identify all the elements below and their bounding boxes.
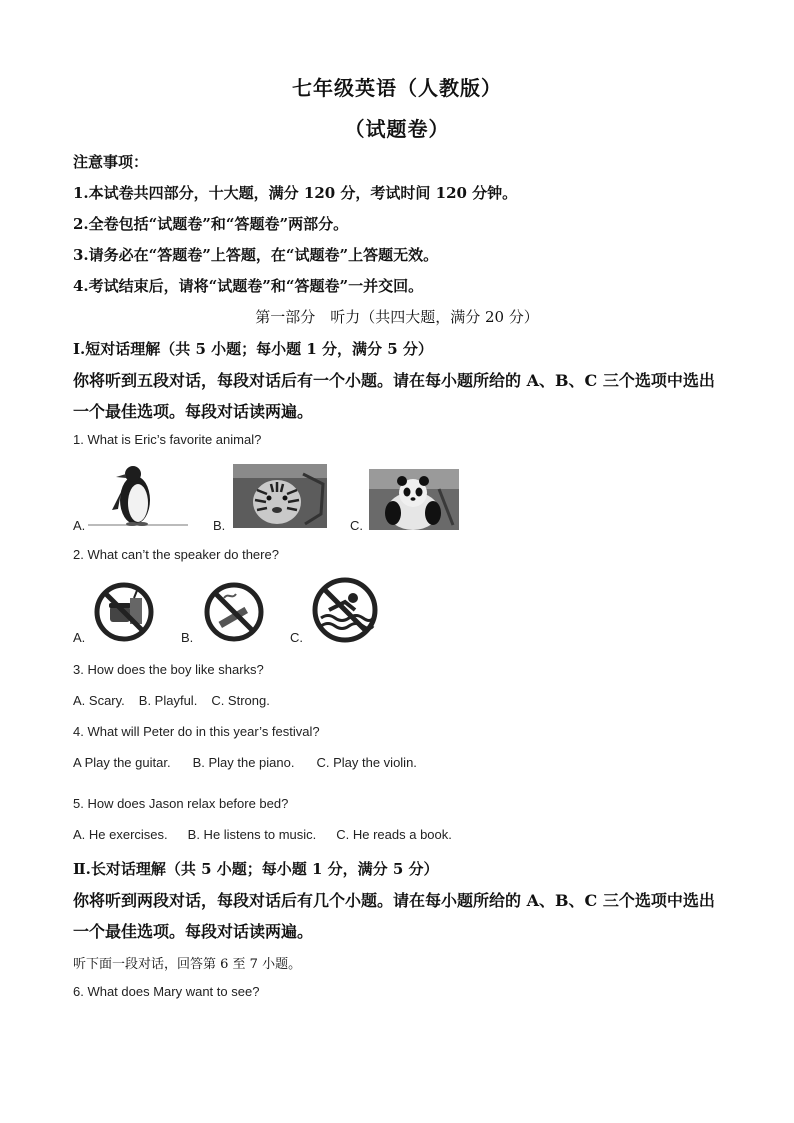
listen-note: 听下面一段对话，回答第 6 至 7 小题。 [73,957,302,972]
q3-option-b: B. Playful. [138,693,198,708]
section1-instruction-line1: 你将听到五段对话，每段对话后有一个小题。请在每小题所给的 A、B、C 三个选项中选出 [73,371,715,390]
no-food-sign-icon [92,580,156,644]
part1-heading: 第一部分 听力（共四大题，满分 20 分） [255,308,539,326]
q5-options [73,827,466,842]
notice-heading: 注意事项： [73,153,149,171]
section1-instruction-line2: 一个最佳选项。每段对话读两遍。 [73,402,314,421]
q4-option-b: B. Play the piano. [192,755,295,770]
page-subtitle: （试题卷） [344,117,450,141]
q5-option-b: B. He listens to music. [187,827,317,842]
q1-option-b-label: B. [213,518,226,533]
panda-image [369,469,459,530]
q1-option-a-label: A. [73,518,86,533]
no-swimming-sign-icon [311,576,379,644]
notice-item-2: 2.全卷包括“试题卷”和“答题卷”两部分。 [73,215,349,233]
notice-item-3: 3.请务必在“答题卷”上答题，在“试题卷”上答题无效。 [73,246,439,264]
q4-options [73,755,431,770]
q5-option-a: A. He exercises. [73,827,168,842]
q3-option-a: A. Scary. [73,693,125,708]
q2-option-a-label: A. [73,630,86,645]
question-3: 3. How does the boy like sharks? [73,662,264,677]
q2-option-b-label: B. [181,630,194,645]
q4-option-a: A Play the guitar. [73,755,171,770]
tiger-image [233,464,327,528]
q5-option-c: C. He reads a book. [336,827,452,842]
q3-options [73,693,284,708]
question-1: 1. What is Eric’s favorite animal? [73,432,262,447]
section2-heading: Ⅱ.长对话理解（共 5 小题；每小题 1 分，满分 5 分） [73,860,439,878]
section1-heading: Ⅰ.短对话理解（共 5 小题；每小题 1 分，满分 5 分） [73,340,433,358]
section2-instruction-line1: 你将听到两段对话，每段对话后有几个小题。请在每小题所给的 A、B、C 三个选项中选出 [73,891,715,910]
no-smoking-sign-icon [202,580,266,644]
page-title: 七年级英语（人教版） [292,76,502,100]
q1-option-c-label: C. [350,518,363,533]
question-5: 5. How does Jason relax before bed? [73,796,289,811]
penguin-image [88,462,188,528]
question-6: 6. What does Mary want to see? [73,984,260,999]
notice-item-4: 4.考试结束后，请将“试题卷”和“答题卷”一并交回。 [73,277,424,295]
question-4: 4. What will Peter do in this year’s festival? [73,724,320,739]
notice-item-1: 1.本试卷共四部分，十大题，满分 120 分，考试时间 120 分钟。 [73,184,518,202]
q4-option-c: C. Play the violin. [316,755,417,770]
question-2: 2. What can’t the speaker do there? [73,547,279,562]
q3-option-c: C. Strong. [211,693,270,708]
section2-instruction-line2: 一个最佳选项。每段对话读两遍。 [73,922,314,941]
q2-option-c-label: C. [290,630,303,645]
